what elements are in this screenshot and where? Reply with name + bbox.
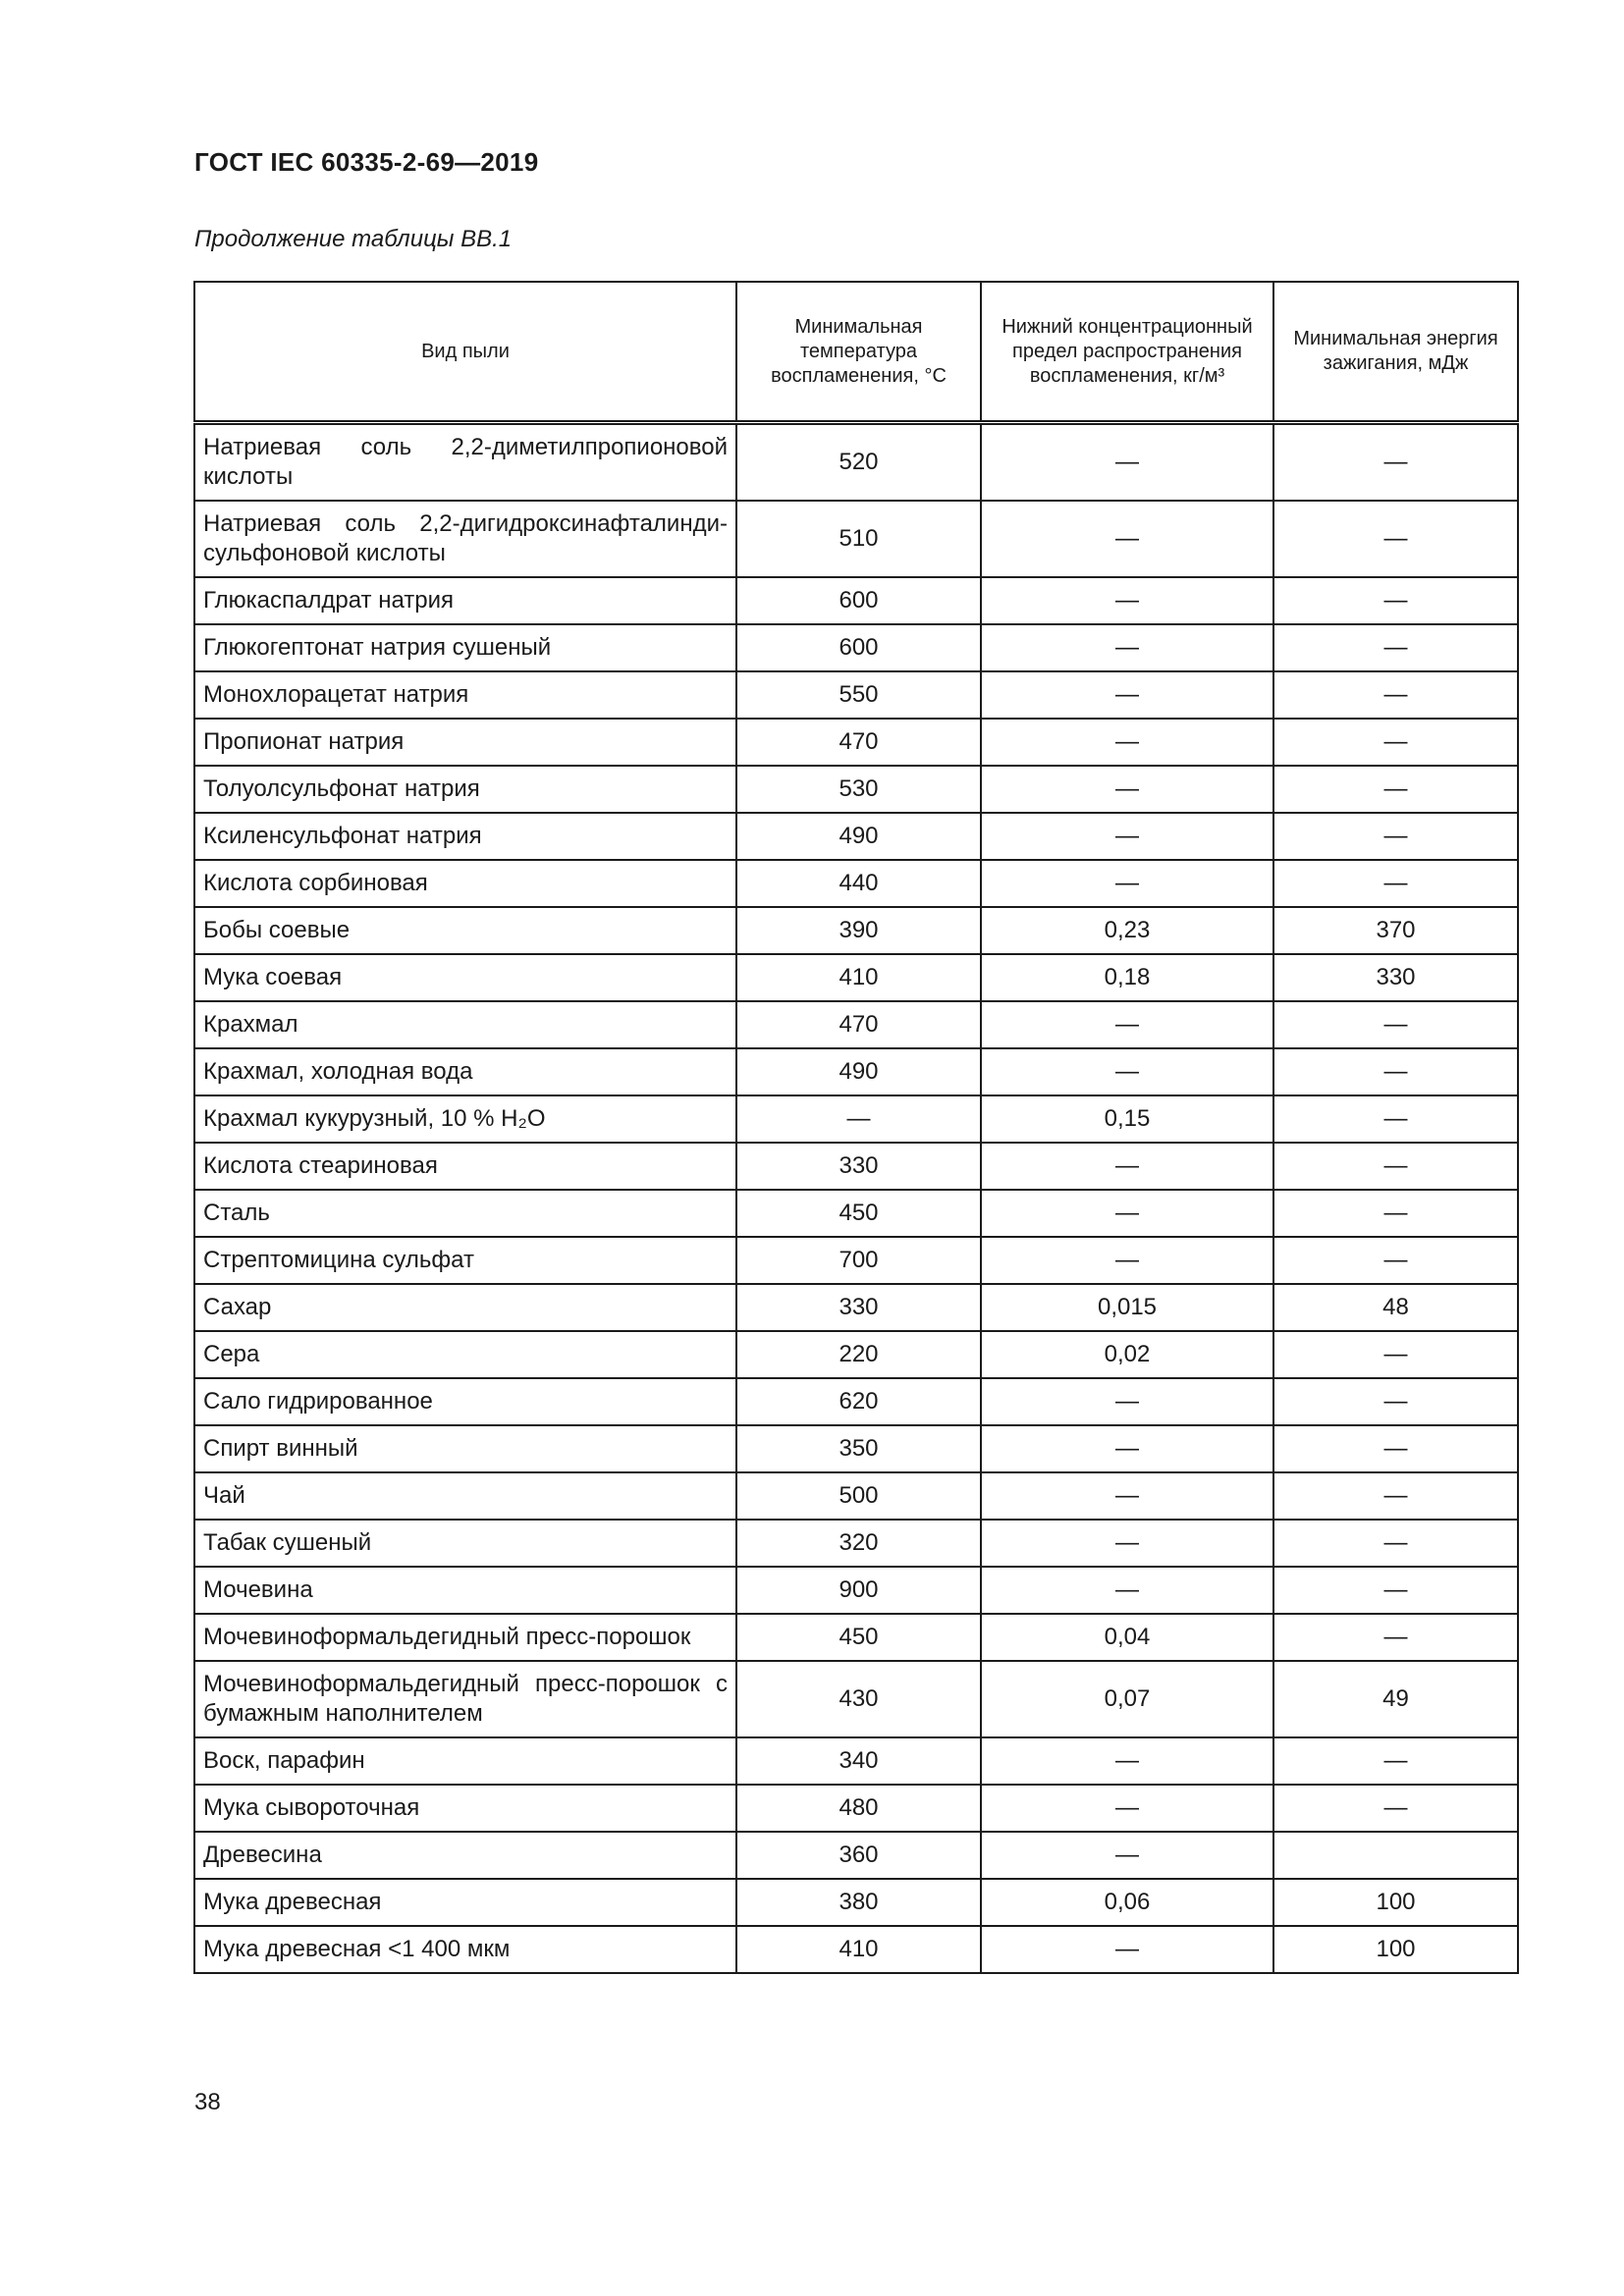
cell-dust-type: Мука древесная <1 400 мкм [194,1926,736,1973]
cell-lower-explosion-limit: — [981,1048,1273,1095]
document-standard-title: ГОСТ IEC 60335-2-69—2019 [194,147,539,177]
cell-min-ignition-temperature: 510 [736,501,981,577]
cell-dust-type: Табак сушеный [194,1520,736,1567]
cell-min-ignition-temperature: 220 [736,1331,981,1378]
cell-min-ignition-temperature: 450 [736,1614,981,1661]
cell-min-ignition-energy: — [1273,1785,1518,1832]
table-row [194,624,1518,671]
cell-min-ignition-energy: — [1273,1472,1518,1520]
cell-lower-explosion-limit: — [981,1785,1273,1832]
table-row [194,1926,1518,1973]
cell-min-ignition-temperature: 430 [736,1661,981,1737]
table-row [194,1472,1518,1520]
cell-min-ignition-energy: 370 [1273,907,1518,954]
column-header-dust-type: Вид пыли [194,282,736,423]
table-row [194,1879,1518,1926]
cell-dust-type: Монохлорацетат натрия [194,671,736,719]
cell-min-ignition-energy: — [1273,1520,1518,1567]
table-row [194,1143,1518,1190]
cell-dust-type: Сахар [194,1284,736,1331]
cell-min-ignition-energy: — [1273,1190,1518,1237]
table-row [194,1520,1518,1567]
table-row [194,671,1518,719]
cell-dust-type: Крахмал кукурузный, 10 % H₂O [194,1095,736,1143]
cell-lower-explosion-limit: — [981,671,1273,719]
cell-dust-type: Мука сывороточная [194,1785,736,1832]
cell-min-ignition-energy: — [1273,1378,1518,1425]
cell-min-ignition-energy: — [1273,860,1518,907]
cell-min-ignition-energy: — [1273,1614,1518,1661]
table-row [194,577,1518,624]
cell-min-ignition-energy: — [1273,1095,1518,1143]
cell-dust-type: Чай [194,1472,736,1520]
table-row [194,1785,1518,1832]
table-header-row [194,282,1518,423]
column-header-lower-explosion-limit: Нижний концентрационный предел распространения воспламенения, кг/м³ [981,282,1273,423]
table-body [194,423,1518,1974]
cell-min-ignition-temperature: 450 [736,1190,981,1237]
dust-ignition-table [193,281,1519,1974]
cell-lower-explosion-limit: — [981,1926,1273,1973]
cell-dust-type: Натриевая соль 2,2-диметилпропионовой кислоты [194,423,736,502]
cell-min-ignition-energy: 48 [1273,1284,1518,1331]
cell-dust-type: Кислота сорбиновая [194,860,736,907]
table-header [194,282,1518,423]
cell-min-ignition-temperature: 350 [736,1425,981,1472]
cell-lower-explosion-limit: 0,07 [981,1661,1273,1737]
cell-min-ignition-energy: — [1273,577,1518,624]
cell-min-ignition-temperature: 410 [736,954,981,1001]
cell-lower-explosion-limit: 0,06 [981,1879,1273,1926]
cell-min-ignition-energy: 49 [1273,1661,1518,1737]
cell-dust-type: Сера [194,1331,736,1378]
cell-min-ignition-temperature: 550 [736,671,981,719]
table-row [194,719,1518,766]
cell-min-ignition-temperature: 390 [736,907,981,954]
table-row [194,1378,1518,1425]
cell-min-ignition-temperature: 490 [736,813,981,860]
cell-lower-explosion-limit: — [981,624,1273,671]
cell-lower-explosion-limit: — [981,766,1273,813]
cell-min-ignition-energy: — [1273,766,1518,813]
cell-min-ignition-temperature: 620 [736,1378,981,1425]
cell-min-ignition-energy: — [1273,719,1518,766]
cell-dust-type: Глюкогептонат натрия сушеный [194,624,736,671]
cell-min-ignition-temperature: 530 [736,766,981,813]
cell-min-ignition-temperature: 470 [736,1001,981,1048]
table-row [194,501,1518,577]
table-row [194,907,1518,954]
table-row [194,954,1518,1001]
cell-min-ignition-energy: 100 [1273,1879,1518,1926]
cell-min-ignition-temperature: 470 [736,719,981,766]
cell-dust-type: Стрептомицина сульфат [194,1237,736,1284]
cell-lower-explosion-limit: — [981,577,1273,624]
table-row [194,1614,1518,1661]
cell-lower-explosion-limit: 0,15 [981,1095,1273,1143]
table-row [194,1190,1518,1237]
table-row [194,860,1518,907]
cell-lower-explosion-limit: 0,18 [981,954,1273,1001]
cell-dust-type: Воск, парафин [194,1737,736,1785]
cell-min-ignition-temperature: 480 [736,1785,981,1832]
table-row [194,423,1518,502]
cell-dust-type: Мочевиноформальдегидный пресс-порошок [194,1614,736,1661]
cell-dust-type: Мука соевая [194,954,736,1001]
cell-min-ignition-temperature: 520 [736,423,981,502]
cell-dust-type: Крахмал, холодная вода [194,1048,736,1095]
cell-lower-explosion-limit: — [981,1832,1273,1879]
cell-lower-explosion-limit: — [981,1001,1273,1048]
table-row [194,1095,1518,1143]
table-row [194,1001,1518,1048]
cell-lower-explosion-limit: — [981,1190,1273,1237]
cell-lower-explosion-limit: — [981,423,1273,502]
cell-min-ignition-energy: — [1273,1331,1518,1378]
cell-min-ignition-energy: 100 [1273,1926,1518,1973]
column-header-min-ignition-temperature: Минимальная температура воспламенения, °С [736,282,981,423]
cell-lower-explosion-limit: — [981,1378,1273,1425]
cell-dust-type: Толуолсульфонат натрия [194,766,736,813]
cell-min-ignition-energy: — [1273,501,1518,577]
table-row [194,1737,1518,1785]
table-row [194,1425,1518,1472]
cell-min-ignition-temperature: 330 [736,1143,981,1190]
cell-min-ignition-energy: — [1273,1143,1518,1190]
cell-dust-type: Бобы соевые [194,907,736,954]
cell-lower-explosion-limit: — [981,860,1273,907]
cell-min-ignition-temperature: — [736,1095,981,1143]
cell-min-ignition-energy: — [1273,1048,1518,1095]
cell-min-ignition-temperature: 330 [736,1284,981,1331]
cell-min-ignition-temperature: 360 [736,1832,981,1879]
cell-min-ignition-energy: 330 [1273,954,1518,1001]
cell-dust-type: Глюкаспалдрат натрия [194,577,736,624]
table-row [194,1661,1518,1737]
table-row [194,1567,1518,1614]
cell-dust-type: Ксиленсульфонат натрия [194,813,736,860]
cell-lower-explosion-limit: — [981,501,1273,577]
cell-lower-explosion-limit: — [981,813,1273,860]
cell-dust-type: Крахмал [194,1001,736,1048]
cell-lower-explosion-limit: — [981,719,1273,766]
cell-dust-type: Сталь [194,1190,736,1237]
cell-min-ignition-energy: — [1273,1737,1518,1785]
cell-min-ignition-energy: — [1273,671,1518,719]
cell-min-ignition-energy: — [1273,1001,1518,1048]
cell-lower-explosion-limit: 0,015 [981,1284,1273,1331]
cell-min-ignition-temperature: 490 [736,1048,981,1095]
cell-dust-type: Натриевая соль 2,2-дигидроксинафталинди-сульфоновой кислоты [194,501,736,577]
cell-dust-type: Спирт винный [194,1425,736,1472]
cell-dust-type: Мочевиноформальдегидный пресс-порошок с бумажным наполнителем [194,1661,736,1737]
cell-min-ignition-temperature: 440 [736,860,981,907]
cell-min-ignition-temperature: 700 [736,1237,981,1284]
cell-lower-explosion-limit: — [981,1237,1273,1284]
page-number: 38 [194,2089,221,2115]
column-header-min-ignition-energy: Минимальная энергия зажигания, мДж [1273,282,1518,423]
table-row [194,1237,1518,1284]
cell-min-ignition-temperature: 380 [736,1879,981,1926]
cell-lower-explosion-limit: 0,23 [981,907,1273,954]
cell-lower-explosion-limit: 0,04 [981,1614,1273,1661]
table-row [194,1048,1518,1095]
cell-min-ignition-energy [1273,1832,1518,1879]
cell-dust-type: Сало гидрированное [194,1378,736,1425]
table-row [194,1331,1518,1378]
cell-dust-type: Древесина [194,1832,736,1879]
cell-dust-type: Мука древесная [194,1879,736,1926]
cell-min-ignition-temperature: 500 [736,1472,981,1520]
table-row [194,766,1518,813]
table-row [194,1284,1518,1331]
cell-min-ignition-energy: — [1273,423,1518,502]
cell-lower-explosion-limit: — [981,1567,1273,1614]
cell-min-ignition-temperature: 600 [736,624,981,671]
cell-min-ignition-temperature: 340 [736,1737,981,1785]
cell-min-ignition-energy: — [1273,813,1518,860]
cell-min-ignition-temperature: 900 [736,1567,981,1614]
cell-min-ignition-energy: — [1273,1425,1518,1472]
cell-lower-explosion-limit: — [981,1425,1273,1472]
table-row [194,1832,1518,1879]
cell-min-ignition-energy: — [1273,1237,1518,1284]
cell-lower-explosion-limit: — [981,1143,1273,1190]
cell-lower-explosion-limit: 0,02 [981,1331,1273,1378]
table-caption: Продолжение таблицы ВВ.1 [194,226,513,252]
cell-lower-explosion-limit: — [981,1737,1273,1785]
cell-lower-explosion-limit: — [981,1472,1273,1520]
cell-dust-type: Мочевина [194,1567,736,1614]
cell-dust-type: Пропионат натрия [194,719,736,766]
cell-min-ignition-temperature: 600 [736,577,981,624]
cell-min-ignition-temperature: 410 [736,1926,981,1973]
cell-min-ignition-energy: — [1273,1567,1518,1614]
table-row [194,813,1518,860]
cell-lower-explosion-limit: — [981,1520,1273,1567]
cell-min-ignition-temperature: 320 [736,1520,981,1567]
cell-dust-type: Кислота стеариновая [194,1143,736,1190]
cell-min-ignition-energy: — [1273,624,1518,671]
